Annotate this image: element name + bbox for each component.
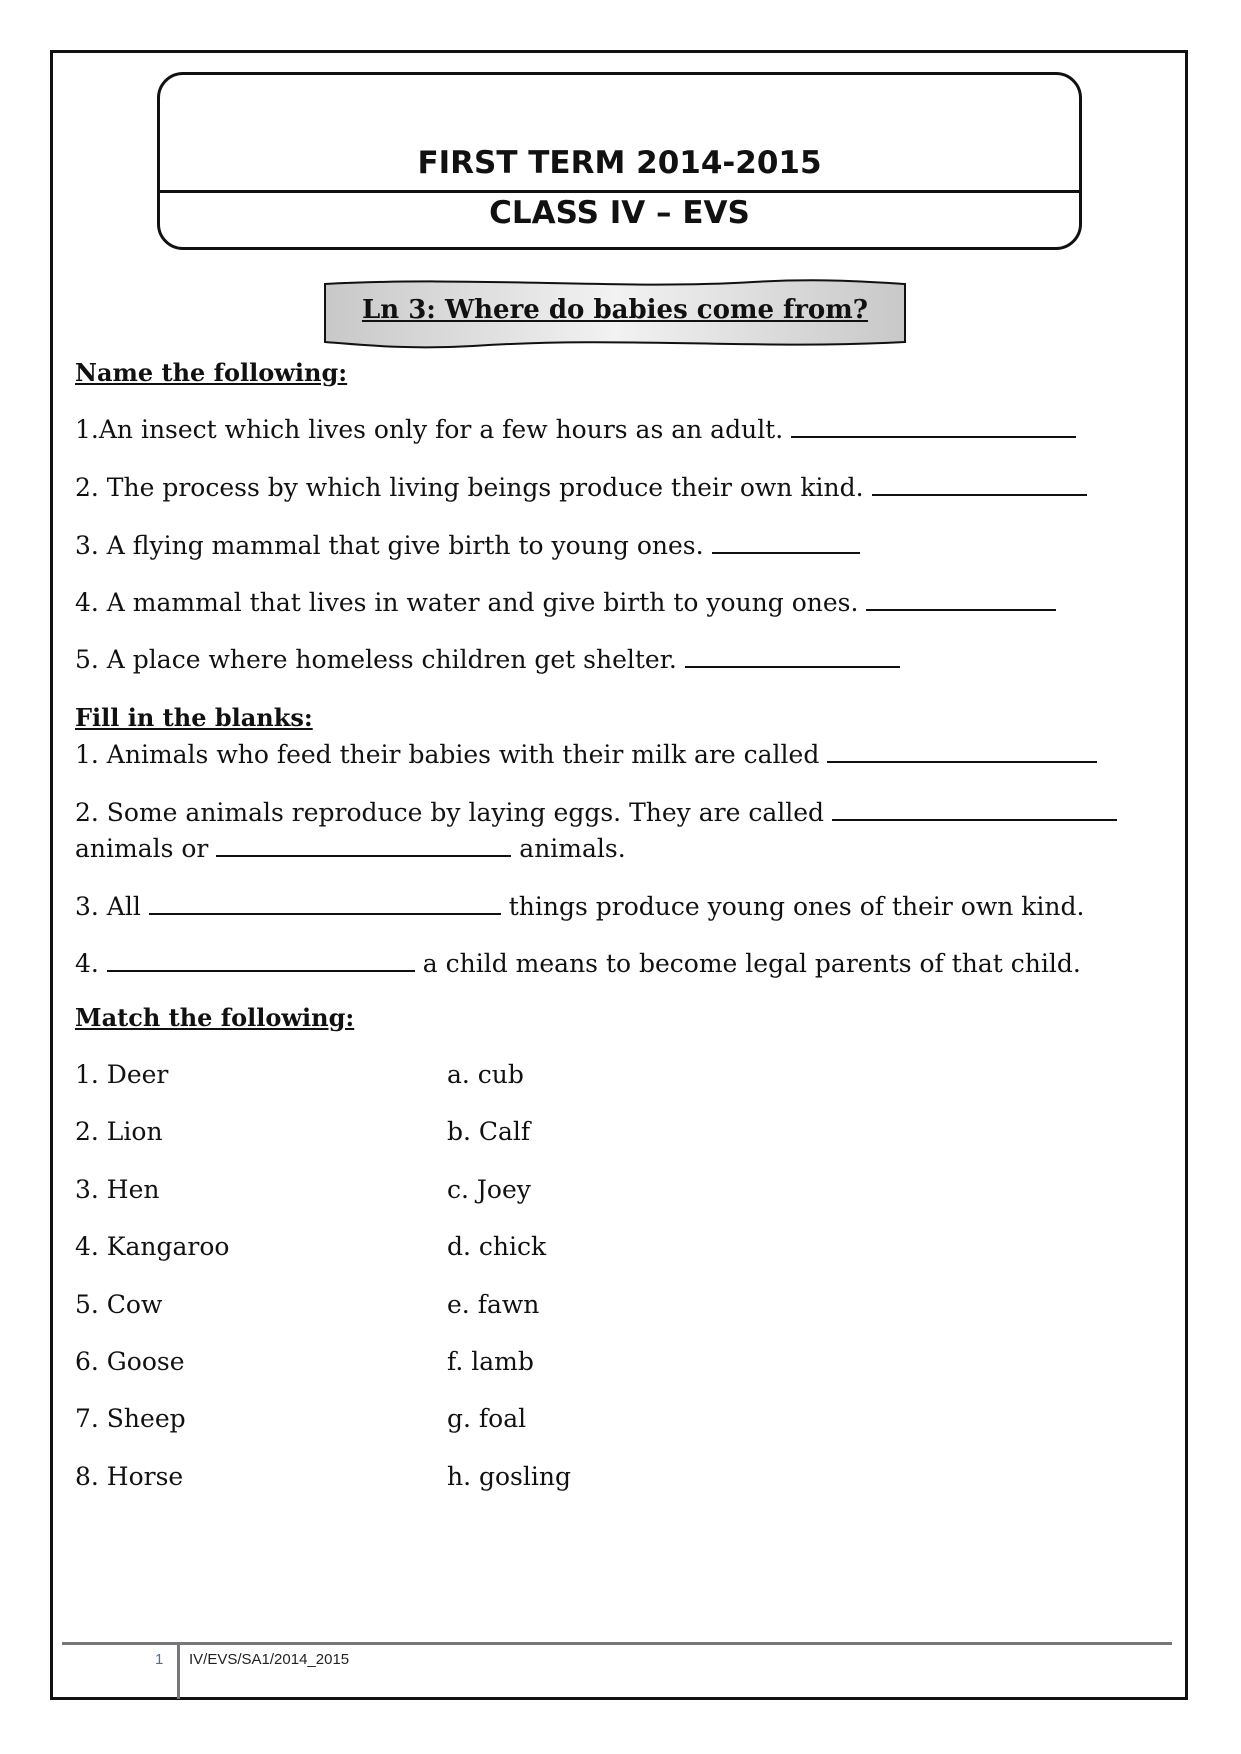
fill-question-1 bbox=[75, 737, 1097, 769]
question-text: 5. A place where homeless children get shelter. bbox=[75, 645, 677, 674]
question-text: 4. A mammal that lives in water and give birth to young ones. bbox=[75, 588, 859, 617]
answer-blank[interactable] bbox=[712, 528, 860, 554]
name-question-2 bbox=[75, 470, 1087, 502]
question-text: 3. All bbox=[75, 892, 141, 921]
match-left-item: 4. Kangaroo bbox=[75, 1232, 230, 1261]
match-right-item: f. lamb bbox=[447, 1347, 534, 1376]
match-right-item: b. Calf bbox=[447, 1117, 531, 1146]
term-title: FIRST TERM 2014-2015 bbox=[417, 145, 822, 181]
match-right-item: c. Joey bbox=[447, 1175, 531, 1204]
footer-divider bbox=[62, 1642, 1172, 1645]
answer-blank[interactable] bbox=[872, 470, 1087, 496]
match-left-item: 6. Goose bbox=[75, 1347, 185, 1376]
name-question-1 bbox=[75, 412, 1076, 444]
answer-blank[interactable] bbox=[216, 831, 511, 857]
match-left-item: 1. Deer bbox=[75, 1060, 169, 1089]
question-text: a child means to become legal parents of that child. bbox=[422, 949, 1081, 978]
match-right-item: e. fawn bbox=[447, 1290, 540, 1319]
answer-blank[interactable] bbox=[866, 585, 1056, 611]
fill-blanks-heading: Fill in the blanks: bbox=[75, 703, 313, 732]
page-number: 1 bbox=[155, 1651, 164, 1668]
header-divider bbox=[157, 190, 1082, 193]
match-left-item: 2. Lion bbox=[75, 1117, 163, 1146]
footer-vertical-divider bbox=[177, 1644, 180, 1699]
question-text: 2. The process by which living beings produce their own kind. bbox=[75, 473, 864, 502]
match-left-item: 7. Sheep bbox=[75, 1404, 186, 1433]
class-subject-title: CLASS IV – EVS bbox=[489, 195, 750, 231]
fill-question-3 bbox=[75, 889, 1084, 921]
question-text: 4. bbox=[75, 949, 99, 978]
match-right-item: g. foal bbox=[447, 1404, 527, 1433]
match-left-item: 3. Hen bbox=[75, 1175, 160, 1204]
fill-question-2-line-2 bbox=[75, 831, 626, 863]
fill-question-2-line-1 bbox=[75, 795, 1117, 827]
question-text: 3. A flying mammal that give birth to young ones. bbox=[75, 531, 704, 560]
answer-blank[interactable] bbox=[832, 795, 1117, 821]
match-right-item: h. gosling bbox=[447, 1462, 571, 1491]
answer-blank[interactable] bbox=[107, 946, 415, 972]
question-text: 2. Some animals reproduce by laying eggs. They are called bbox=[75, 798, 825, 827]
name-following-heading: Name the following: bbox=[75, 358, 348, 387]
question-text: things produce young ones of their own kind. bbox=[508, 892, 1085, 921]
fill-question-4 bbox=[75, 946, 1081, 978]
match-left-item: 5. Cow bbox=[75, 1290, 163, 1319]
name-question-3 bbox=[75, 528, 860, 560]
answer-blank[interactable] bbox=[149, 889, 501, 915]
name-question-5 bbox=[75, 642, 900, 674]
lesson-title: Ln 3: Where do babies come from? bbox=[361, 295, 869, 325]
question-text: animals or bbox=[75, 834, 209, 863]
lesson-banner bbox=[323, 278, 907, 350]
match-left-item: 8. Horse bbox=[75, 1462, 184, 1491]
answer-blank[interactable] bbox=[791, 412, 1076, 438]
match-right-item: d. chick bbox=[447, 1232, 547, 1261]
match-right-item: a. cub bbox=[447, 1060, 524, 1089]
answer-blank[interactable] bbox=[685, 642, 900, 668]
question-text: 1. Animals who feed their babies with their milk are called bbox=[75, 740, 820, 769]
document-code: IV/EVS/SA1/2014_2015 bbox=[189, 1651, 350, 1668]
name-question-4 bbox=[75, 585, 1056, 617]
answer-blank[interactable] bbox=[827, 737, 1097, 763]
match-heading: Match the following: bbox=[75, 1003, 355, 1032]
question-text: 1.An insect which lives only for a few hours as an adult. bbox=[75, 415, 784, 444]
question-text: animals. bbox=[519, 834, 626, 863]
